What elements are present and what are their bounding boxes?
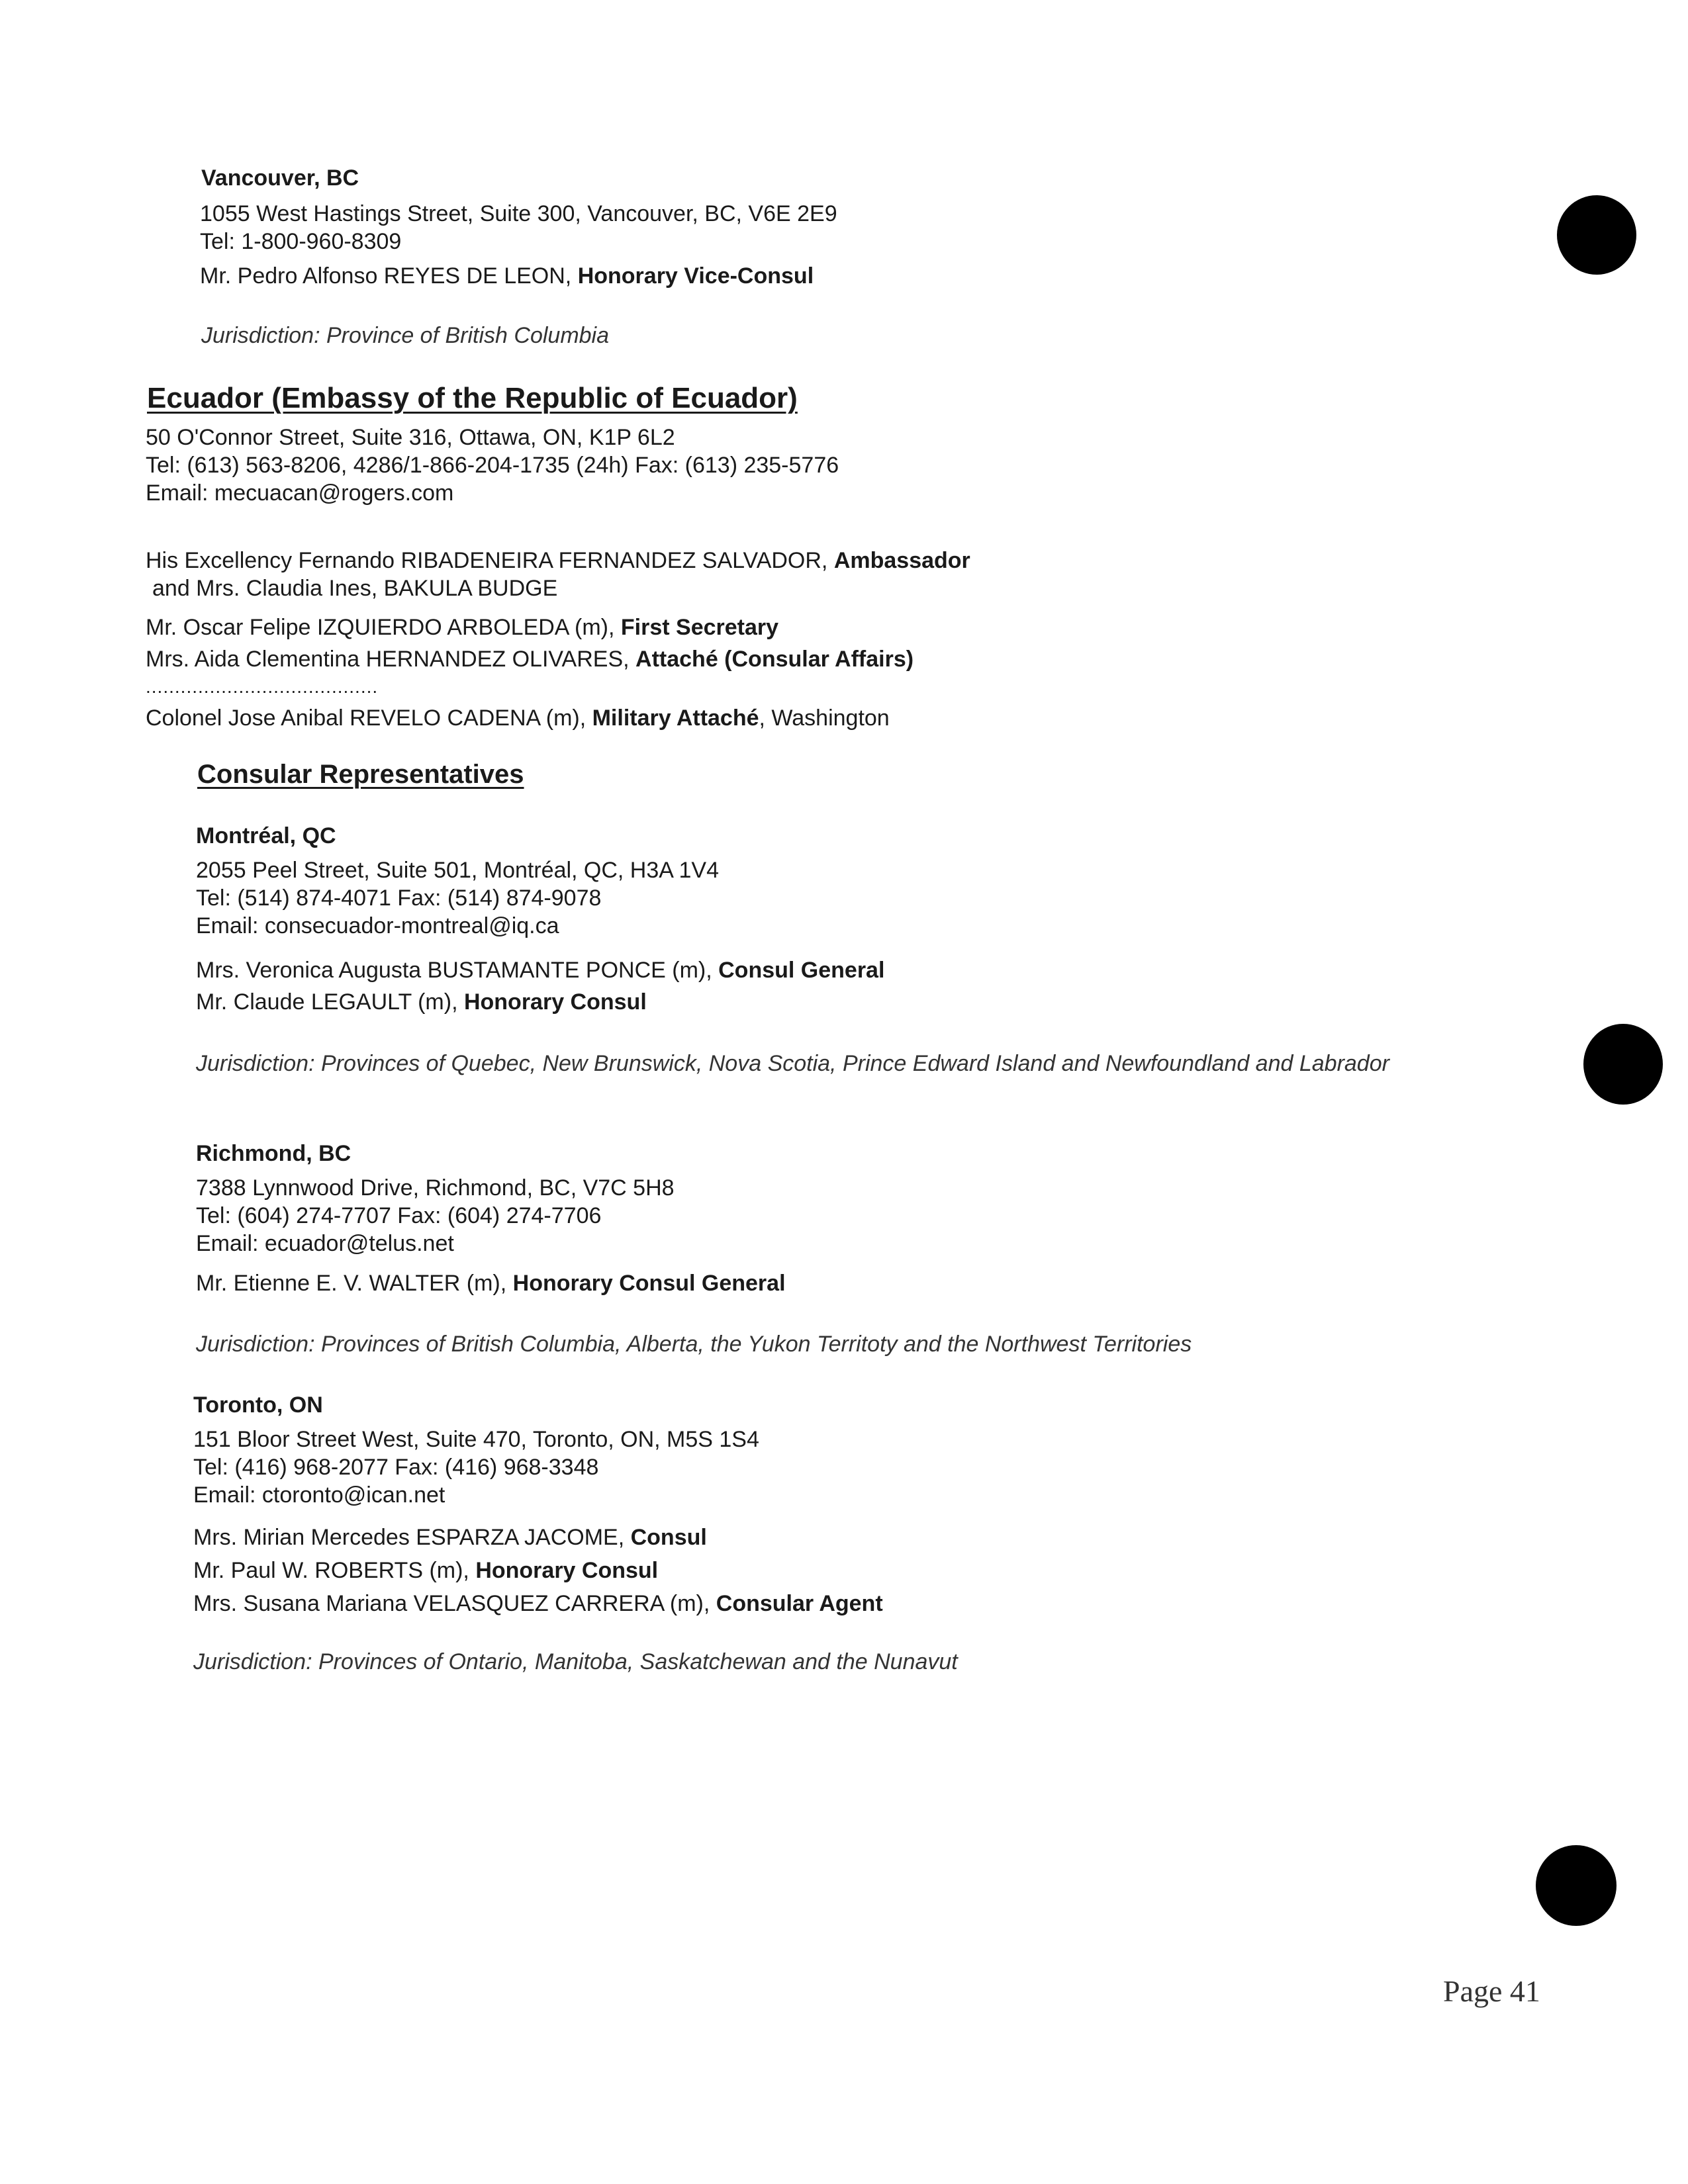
montreal-person-1	[196, 954, 884, 986]
staff-line-2	[146, 643, 914, 675]
vancouver-jurisdiction-text: Jurisdiction: Province of British Columbia	[201, 323, 610, 348]
toronto-p3-name: Mrs. Susana Mariana VELASQUEZ CARRERA (m),	[193, 1591, 716, 1616]
montreal-heading-text: Montréal, QC	[196, 823, 336, 848]
ambassador-title: Ambassador	[833, 548, 970, 573]
richmond-people	[196, 1272, 786, 1295]
ecuador-address: 50 O'Connor Street, Suite 316, Ottawa, ON, K1P 6L2	[146, 425, 675, 450]
punch-hole-bottom	[1536, 1845, 1617, 1926]
montreal-contact	[196, 856, 719, 940]
staff1-title: First Secretary	[620, 615, 779, 640]
montreal-p1-name: Mrs. Veronica Augusta BUSTAMANTE PONCE (m),	[196, 958, 719, 983]
montreal-tel: Tel: (514) 874-4071 Fax: (514) 874-9078	[196, 886, 602, 911]
punch-hole-middle	[1583, 1024, 1663, 1105]
vancouver-tel: Tel: 1-800-960-8309	[200, 229, 402, 254]
richmond-p1-name: Mr. Etienne E. V. WALTER (m),	[196, 1271, 513, 1296]
montreal-person-2	[196, 986, 884, 1018]
ambassador-line	[146, 547, 970, 574]
consular-heading-text: Consular Representatives	[197, 760, 524, 789]
ecuador-staff	[146, 612, 914, 675]
punch-hole-top	[1557, 195, 1636, 275]
toronto-address: 151 Bloor Street West, Suite 470, Toronto, ON, M5S 1S4	[193, 1427, 759, 1452]
ecuador-ambassador	[146, 547, 970, 602]
ecuador-heading-text: Ecuador (Embassy of the Republic of Ecuador)	[147, 382, 798, 414]
toronto-p1-title: Consul	[630, 1525, 707, 1550]
montreal-p2-title: Honorary Consul	[463, 989, 647, 1015]
vancouver-address: 1055 West Hastings Street, Suite 300, Vancouver, BC, V6E 2E9	[200, 201, 837, 226]
staff-line-1	[146, 612, 914, 643]
ambassador-name: His Excellency Fernando RIBADENEIRA FERNANDEZ SALVADOR,	[146, 548, 834, 573]
military-suffix: , Washington	[759, 705, 890, 731]
richmond-heading	[196, 1142, 351, 1165]
vancouver-jurisdiction	[201, 324, 609, 347]
military-attache	[146, 707, 890, 729]
ambassador-spouse: and Mrs. Claudia Ines, BAKULA BUDGE	[152, 576, 558, 601]
richmond-tel: Tel: (604) 274-7707 Fax: (604) 274-7706	[196, 1203, 602, 1228]
toronto-contact	[193, 1426, 759, 1509]
montreal-p2-name: Mr. Claude LEGAULT (m),	[196, 989, 464, 1015]
military-name: Colonel Jose Anibal REVELO CADENA (m),	[146, 705, 592, 731]
staff2-title: Attaché (Consular Affairs)	[635, 647, 914, 672]
toronto-people	[193, 1521, 883, 1620]
toronto-p1-name: Mrs. Mirian Mercedes ESPARZA JACOME,	[193, 1525, 631, 1550]
separator-dots	[146, 678, 378, 696]
vancouver-contact	[200, 200, 837, 255]
montreal-people	[196, 954, 884, 1018]
staff1-name: Mr. Oscar Felipe IZQUIERDO ARBOLEDA (m),	[146, 615, 621, 640]
toronto-p3-title: Consular Agent	[716, 1591, 883, 1616]
toronto-jurisdiction-text: Jurisdiction: Provinces of Ontario, Manitoba, Saskatchewan and the Nunavut	[193, 1649, 958, 1674]
toronto-tel: Tel: (416) 968-2077 Fax: (416) 968-3348	[193, 1455, 599, 1480]
ecuador-contact	[146, 424, 839, 507]
montreal-email: Email: consecuador-montreal@iq.ca	[196, 913, 559, 938]
montreal-jurisdiction	[196, 1052, 1389, 1075]
richmond-address: 7388 Lynnwood Drive, Richmond, BC, V7C 5H8	[196, 1175, 675, 1201]
montreal-jurisdiction-text: Jurisdiction: Provinces of Quebec, New Brunswick, Nova Scotia, Prince Edward Island and Newfoundland and Labrador	[196, 1051, 1389, 1076]
toronto-p2-title: Honorary Consul	[475, 1558, 659, 1583]
toronto-person-2	[193, 1554, 883, 1587]
montreal-p1-title: Consul General	[718, 958, 885, 983]
toronto-p2-name: Mr. Paul W. ROBERTS (m),	[193, 1558, 476, 1583]
military-title: Military Attaché	[592, 705, 759, 731]
richmond-email: Email: ecuador@telus.net	[196, 1231, 454, 1256]
richmond-heading-text: Richmond, BC	[196, 1141, 352, 1166]
ecuador-email: Email: mecuacan@rogers.com	[146, 480, 454, 506]
vancouver-person-name: Mr. Pedro Alfonso REYES DE LEON,	[200, 263, 578, 289]
richmond-jurisdiction	[196, 1333, 1192, 1355]
toronto-person-1	[193, 1521, 883, 1554]
richmond-jurisdiction-text: Jurisdiction: Provinces of British Columbia, Alberta, the Yukon Territoty and the Northwest Territories	[196, 1332, 1192, 1357]
montreal-address: 2055 Peel Street, Suite 501, Montréal, QC, H3A 1V4	[196, 858, 720, 883]
vancouver-person-title: Honorary Vice-Consul	[577, 263, 814, 289]
separator-dots-text: ........................................	[146, 676, 379, 697]
toronto-jurisdiction	[193, 1651, 958, 1673]
richmond-p1-title: Honorary Consul General	[512, 1271, 786, 1296]
ecuador-heading	[147, 384, 798, 413]
montreal-heading	[196, 825, 336, 847]
toronto-heading	[193, 1394, 323, 1416]
richmond-contact	[196, 1174, 675, 1257]
vancouver-heading-text: Vancouver, BC	[201, 165, 359, 191]
toronto-heading-text: Toronto, ON	[193, 1392, 323, 1418]
toronto-person-3	[193, 1587, 883, 1620]
toronto-email: Email: ctoronto@ican.net	[193, 1482, 445, 1508]
staff2-name: Mrs. Aida Clementina HERNANDEZ OLIVARES,	[146, 647, 636, 672]
vancouver-heading	[201, 167, 359, 189]
page-number-text: Page 41	[1443, 1974, 1540, 2008]
ecuador-tel: Tel: (613) 563-8206, 4286/1-866-204-1735 (24h) Fax: (613) 235-5776	[146, 453, 839, 478]
consular-heading	[197, 761, 524, 788]
vancouver-person	[200, 265, 814, 287]
page-number	[1443, 1976, 1540, 2007]
